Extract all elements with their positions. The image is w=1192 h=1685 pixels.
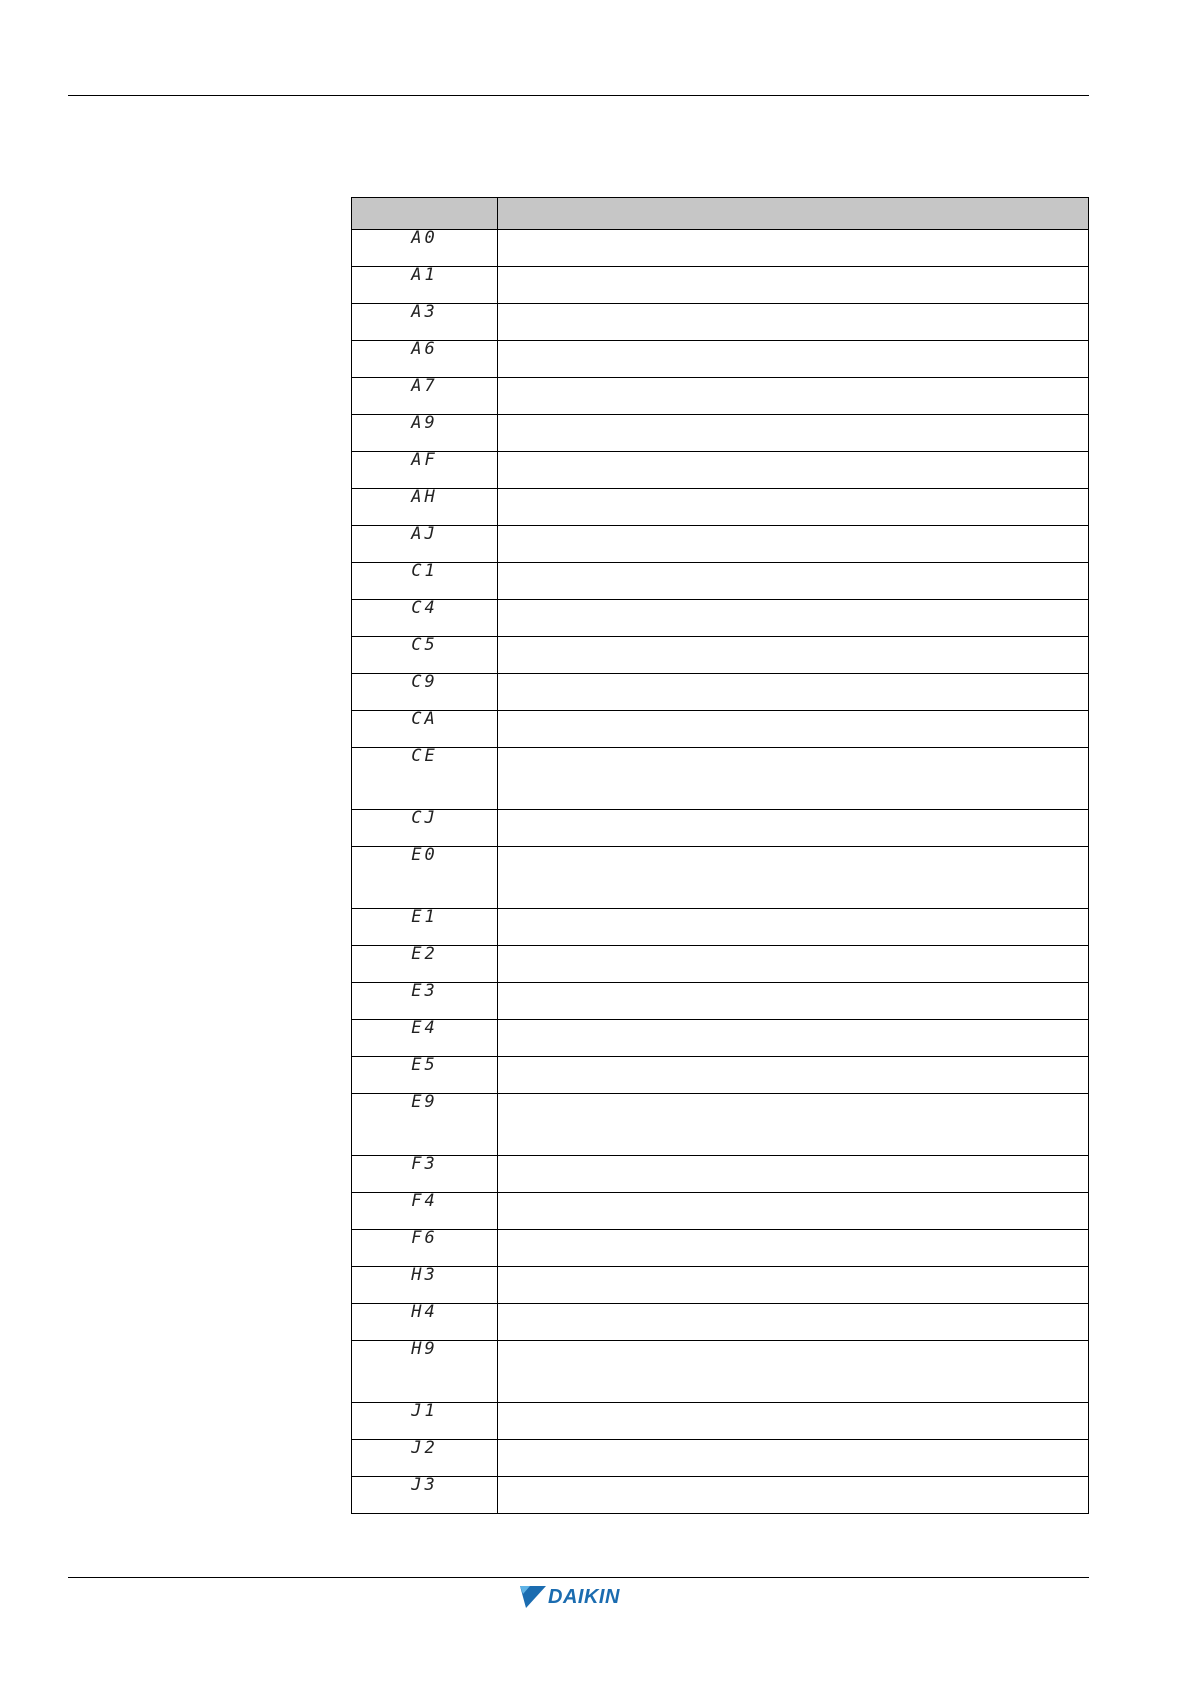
table-header-row <box>352 198 1089 230</box>
table-row <box>352 983 1089 1020</box>
table-body <box>352 230 1089 1514</box>
error-description <box>498 1341 1089 1403</box>
error-code: CE <box>352 748 498 810</box>
table-row <box>352 452 1089 489</box>
error-code: AH <box>352 489 498 526</box>
error-description <box>498 415 1089 452</box>
error-description <box>498 304 1089 341</box>
table-row <box>352 489 1089 526</box>
error-code: C4 <box>352 600 498 637</box>
error-description <box>498 946 1089 983</box>
error-code: E0 <box>352 847 498 909</box>
error-description <box>498 1057 1089 1094</box>
error-description <box>498 810 1089 847</box>
table-row <box>352 1477 1089 1514</box>
table-row <box>352 600 1089 637</box>
table-row <box>352 526 1089 563</box>
error-description <box>498 1230 1089 1267</box>
header-code <box>352 198 498 230</box>
table-row <box>352 748 1089 810</box>
error-description <box>498 341 1089 378</box>
error-description <box>498 1267 1089 1304</box>
error-description <box>498 748 1089 810</box>
error-code: AJ <box>352 526 498 563</box>
error-code: E4 <box>352 1020 498 1057</box>
brand-name: DAIKIN <box>548 1585 620 1608</box>
header-rule <box>68 95 1089 96</box>
error-description <box>498 378 1089 415</box>
table-row <box>352 563 1089 600</box>
error-description <box>498 637 1089 674</box>
error-code: H9 <box>352 1341 498 1403</box>
table-row <box>352 1403 1089 1440</box>
error-code: C5 <box>352 637 498 674</box>
table-row <box>352 1020 1089 1057</box>
error-code: F6 <box>352 1230 498 1267</box>
error-code: E2 <box>352 946 498 983</box>
error-description <box>498 1440 1089 1477</box>
error-code: A9 <box>352 415 498 452</box>
error-code: J3 <box>352 1477 498 1514</box>
daikin-logo-icon <box>520 1584 546 1610</box>
error-description <box>498 983 1089 1020</box>
table-row <box>352 1440 1089 1477</box>
error-code: E3 <box>352 983 498 1020</box>
error-description <box>498 847 1089 909</box>
error-description <box>498 230 1089 267</box>
error-description <box>498 1403 1089 1440</box>
error-code: F4 <box>352 1193 498 1230</box>
error-description <box>498 1020 1089 1057</box>
error-code: AF <box>352 452 498 489</box>
error-description <box>498 1156 1089 1193</box>
table-row <box>352 810 1089 847</box>
error-code: J2 <box>352 1440 498 1477</box>
table-row <box>352 637 1089 674</box>
header-description <box>498 198 1089 230</box>
error-description <box>498 674 1089 711</box>
error-code-table <box>351 197 1089 1514</box>
error-code: E5 <box>352 1057 498 1094</box>
error-code: CJ <box>352 810 498 847</box>
error-code: A1 <box>352 267 498 304</box>
table-row <box>352 909 1089 946</box>
error-code: A7 <box>352 378 498 415</box>
table-row <box>352 415 1089 452</box>
error-code: A3 <box>352 304 498 341</box>
error-code: CA <box>352 711 498 748</box>
error-description <box>498 452 1089 489</box>
error-code: H4 <box>352 1304 498 1341</box>
table-row <box>352 1193 1089 1230</box>
footer-rule <box>68 1577 1089 1578</box>
error-description <box>498 1304 1089 1341</box>
error-description <box>498 711 1089 748</box>
table-row <box>352 1156 1089 1193</box>
table-row <box>352 1230 1089 1267</box>
error-description <box>498 1094 1089 1156</box>
error-description <box>498 526 1089 563</box>
error-code: C1 <box>352 563 498 600</box>
table-row <box>352 1267 1089 1304</box>
table-row <box>352 1094 1089 1156</box>
error-description <box>498 600 1089 637</box>
error-code: E9 <box>352 1094 498 1156</box>
error-code: E1 <box>352 909 498 946</box>
table-row <box>352 946 1089 983</box>
error-code: A0 <box>352 230 498 267</box>
table-row <box>352 230 1089 267</box>
error-code: A6 <box>352 341 498 378</box>
error-description <box>498 489 1089 526</box>
table-row <box>352 378 1089 415</box>
table-row <box>352 1341 1089 1403</box>
error-code: C9 <box>352 674 498 711</box>
table-row <box>352 341 1089 378</box>
table-row <box>352 304 1089 341</box>
daikin-logo <box>520 1582 620 1612</box>
error-description <box>498 909 1089 946</box>
error-description <box>498 1193 1089 1230</box>
table-row <box>352 1304 1089 1341</box>
error-code: F3 <box>352 1156 498 1193</box>
table-row <box>352 1057 1089 1094</box>
table-row <box>352 674 1089 711</box>
error-description <box>498 563 1089 600</box>
error-code: J1 <box>352 1403 498 1440</box>
error-description <box>498 267 1089 304</box>
table-row <box>352 847 1089 909</box>
error-description <box>498 1477 1089 1514</box>
table-row <box>352 711 1089 748</box>
error-code: H3 <box>352 1267 498 1304</box>
table-row <box>352 267 1089 304</box>
